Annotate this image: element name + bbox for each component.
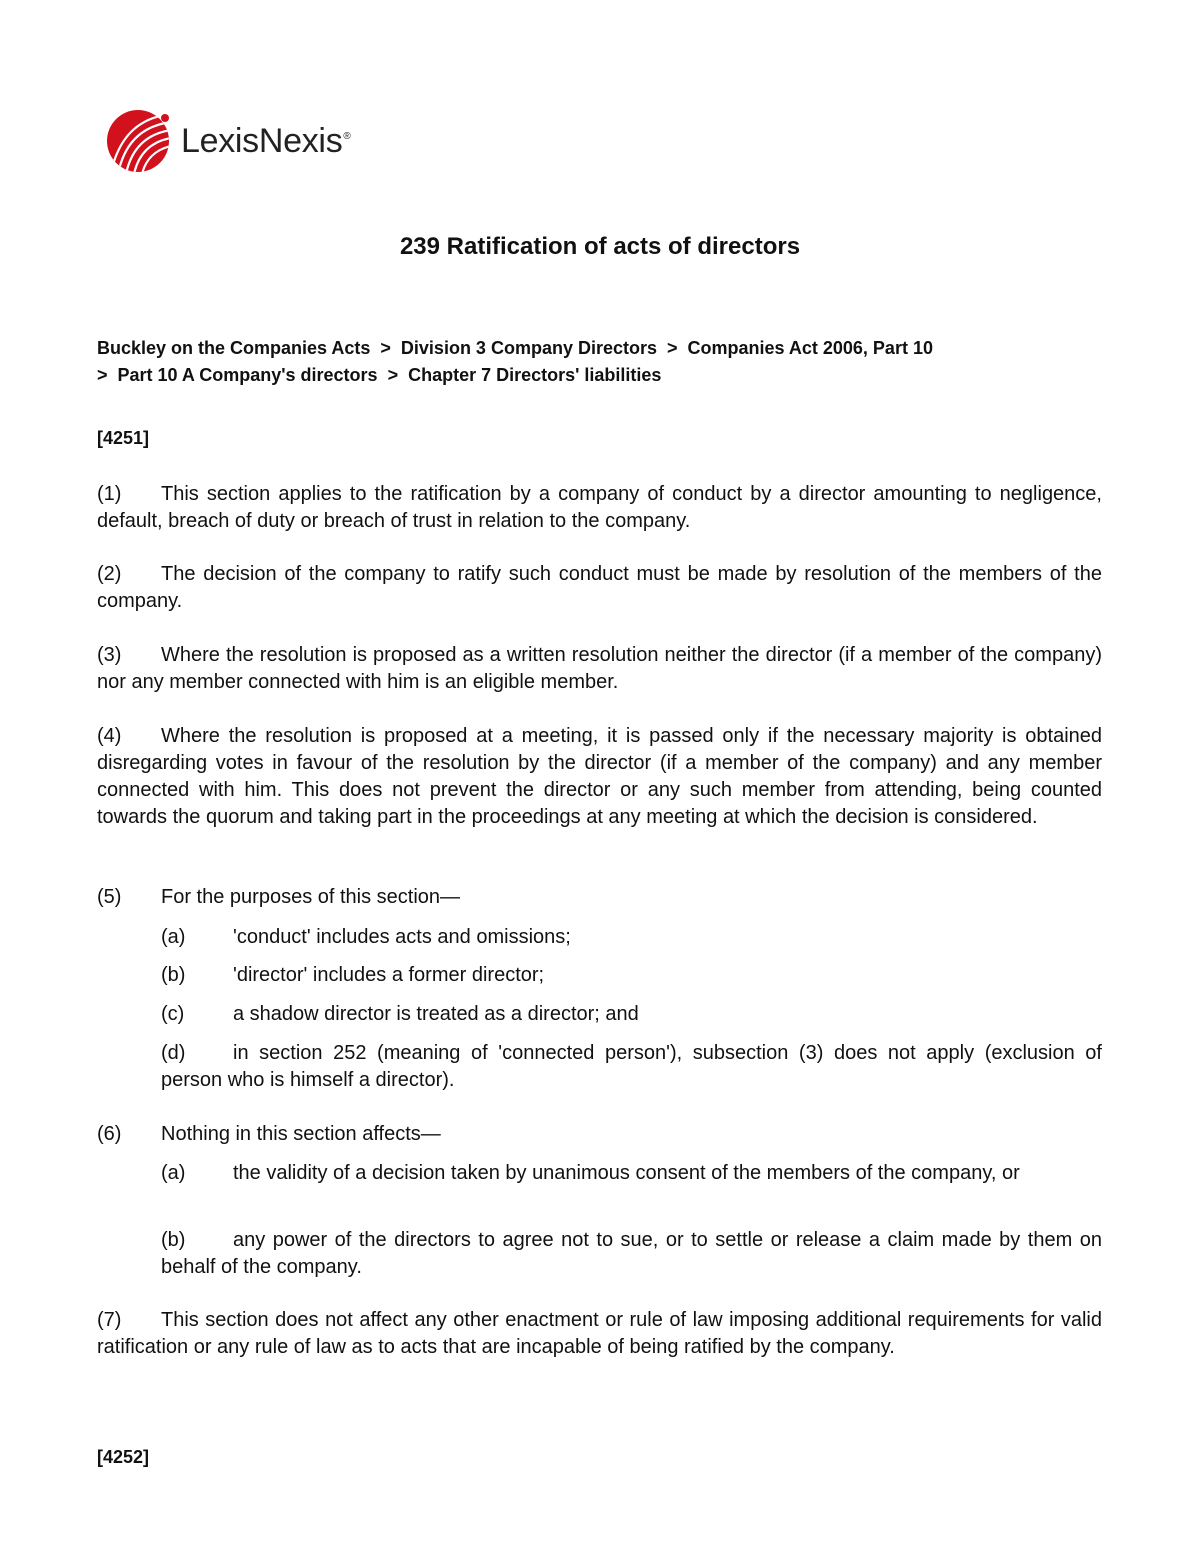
section-5c <box>161 1001 1102 1028</box>
section-number: (1) <box>97 483 122 505</box>
section-1 <box>97 481 1102 535</box>
section-text: any power of the directors to agree not to sue, or to settle or release a claim made by them on behalf of the company. <box>161 1229 1102 1278</box>
section-number: (6) <box>97 1123 122 1145</box>
section-number: (7) <box>97 1309 122 1331</box>
section-5 <box>97 884 1102 911</box>
breadcrumb-item[interactable]: Companies Act 2006, Part 10 <box>687 338 933 358</box>
section-2 <box>97 561 1102 615</box>
section-text: a shadow director is treated as a director; and <box>233 1003 639 1025</box>
section-text: Nothing in this section affects— <box>161 1123 441 1145</box>
breadcrumb <box>97 335 1107 389</box>
breadcrumb-separator: > <box>97 365 108 385</box>
section-text: Where the resolution is proposed as a written resolution neither the director (if a member of the company) nor any member connected with him is an eligible member. <box>97 644 1102 693</box>
breadcrumb-separator: > <box>667 338 678 358</box>
section-text: The decision of the company to ratify such conduct must be made by resolution of the members of the company. <box>97 563 1102 612</box>
page-title: 239 Ratification of acts of directors <box>399 233 801 260</box>
brand-name: LexisNexis® <box>181 121 351 160</box>
section-6 <box>97 1121 1102 1148</box>
section-7 <box>97 1307 1102 1361</box>
section-number: (2) <box>97 563 122 585</box>
section-number: (b) <box>161 964 186 986</box>
breadcrumb-item[interactable]: Chapter 7 Directors' liabilities <box>408 365 662 385</box>
section-number: (a) <box>161 1162 186 1184</box>
lexisnexis-logo <box>105 108 350 174</box>
section-text: in section 252 (meaning of 'connected person'), subsection (3) does not apply (exclusion of person who is himself a director). <box>161 1042 1102 1091</box>
breadcrumb-item[interactable]: Part 10 A Company's directors <box>117 365 378 385</box>
breadcrumb-separator: > <box>387 365 399 385</box>
section-3 <box>97 642 1102 696</box>
section-number: (a) <box>161 926 186 948</box>
breadcrumb-separator: > <box>380 338 391 358</box>
lexisnexis-emblem-icon <box>105 108 171 174</box>
section-number: (d) <box>161 1042 186 1064</box>
section-text: the validity of a decision taken by unanimous consent of the members of the company, or <box>233 1162 1020 1184</box>
section-6b <box>161 1227 1102 1281</box>
section-text: This section does not affect any other enactment or rule of law imposing additional requirements for valid ratification or any rule of law as to acts that are incapable of being ratified by the company. <box>97 1309 1102 1358</box>
section-text: This section applies to the ratification by a company of conduct by a director amounting to negligence, default, breach of duty or breach of trust in relation to the company. <box>97 483 1102 532</box>
section-number: (4) <box>97 725 122 747</box>
section-number: (5) <box>97 886 122 908</box>
section-text: 'conduct' includes acts and omissions; <box>233 926 571 948</box>
breadcrumb-item[interactable]: Buckley on the Companies Acts <box>97 338 371 358</box>
section-6a <box>161 1160 1102 1187</box>
section-5d <box>161 1040 1102 1094</box>
section-number: (3) <box>97 644 122 666</box>
section-5b <box>161 962 1102 989</box>
section-number: (b) <box>161 1229 186 1251</box>
paragraph-number: [4251] <box>97 428 150 448</box>
section-5a <box>161 924 1102 951</box>
section-text: 'director' includes a former director; <box>233 964 545 986</box>
section-4 <box>97 723 1102 831</box>
section-text: For the purposes of this section— <box>161 886 461 908</box>
section-text: Where the resolution is proposed at a meeting, it is passed only if the necessary majority is obtained disregarding votes in favour of the resolution by the director (if a member of the company) and any member connected with him. This does not prevent the director or any such member from attending, being counted towards the quorum and taking part in the proceedings at any meeting at which the decision is considered. <box>97 725 1102 828</box>
paragraph-number: [4252] <box>97 1447 150 1467</box>
section-number: (c) <box>161 1003 185 1025</box>
breadcrumb-item[interactable]: Division 3 Company Directors <box>400 338 657 358</box>
